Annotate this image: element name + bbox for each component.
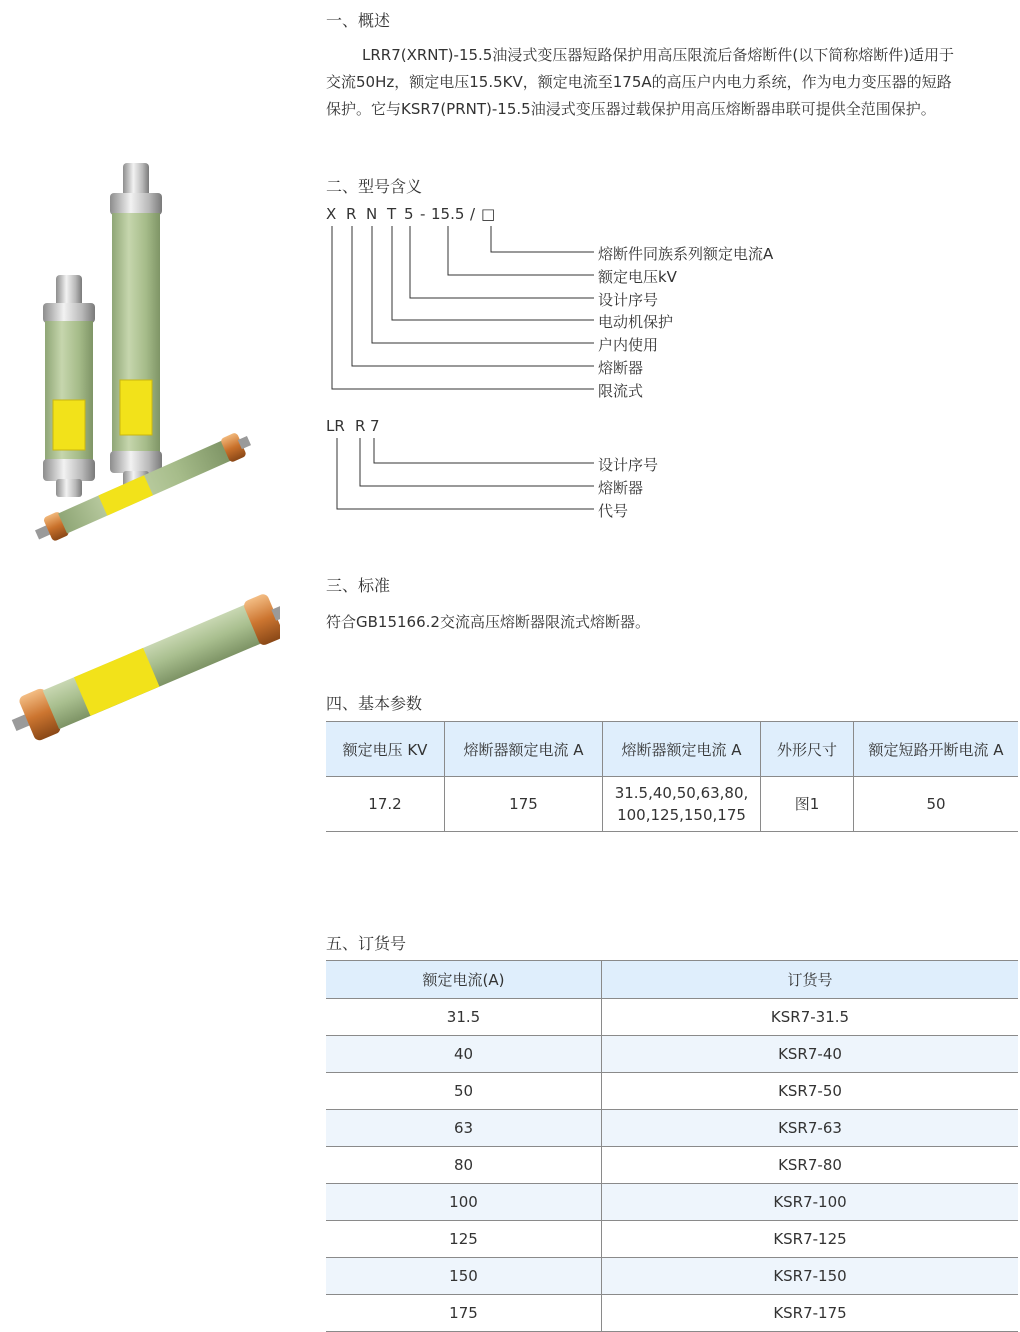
table-row bbox=[326, 999, 1018, 1036]
order-cell-current: 80 bbox=[326, 1147, 602, 1184]
model2-label-design-no: 设计序号 bbox=[598, 456, 659, 474]
params-cell-element-current-line1: 31.5,40,50,63,80, bbox=[614, 784, 749, 802]
standard-heading: 三、标准 bbox=[326, 576, 391, 595]
table-row bbox=[326, 1258, 1018, 1295]
model-label-rated-current: 熔断件同族系列额定电流A bbox=[598, 245, 774, 263]
order-cell-current: 125 bbox=[326, 1221, 602, 1258]
params-header-dimensions: 外形尺寸 bbox=[761, 722, 854, 777]
overview-line-3: 保护。它与KSR7(PRNT)-15.5油浸式变压器过载保护用高压熔断器串联可提供全范围保护。 bbox=[326, 100, 936, 118]
params-data-row bbox=[326, 777, 1018, 832]
model-letter-x: X bbox=[326, 205, 337, 223]
model2-label-code: 代号 bbox=[598, 502, 629, 520]
overview-line-2: 交流50Hz，额定电压15.5KV，额定电流至175A的高压户内电力系统，作为电力变压器的短路 bbox=[326, 73, 952, 91]
fuse-product-group-image bbox=[28, 155, 278, 555]
order-cell-current: 175 bbox=[326, 1295, 602, 1332]
params-header-breaking-current: 额定短路开断电流 A bbox=[854, 722, 1019, 777]
model-letter-voltage: 15.5 bbox=[431, 205, 465, 223]
standard-text: 符合GB15166.2交流高压熔断器限流式熔断器。 bbox=[326, 613, 650, 631]
model-letter-r: R bbox=[346, 205, 357, 223]
table-row bbox=[326, 1036, 1018, 1073]
params-header-row bbox=[326, 722, 1018, 777]
overview-heading: 一、概述 bbox=[326, 11, 391, 30]
order-cell-order-no: KSR7-150 bbox=[602, 1258, 1019, 1295]
order-cell-current: 63 bbox=[326, 1110, 602, 1147]
model2-letter-r: R bbox=[355, 417, 366, 435]
params-cell-element-current bbox=[603, 777, 761, 832]
order-cell-current: 150 bbox=[326, 1258, 602, 1295]
table-row bbox=[326, 1295, 1018, 1332]
order-cell-order-no: KSR7-31.5 bbox=[602, 999, 1019, 1036]
model-letter-slash: / bbox=[470, 205, 476, 223]
params-header-voltage: 额定电压 KV bbox=[326, 722, 445, 777]
params-cell-voltage: 17.2 bbox=[326, 777, 445, 832]
table-row bbox=[326, 1073, 1018, 1110]
model2-letter-lr: LR bbox=[326, 417, 345, 435]
model2-letter-7: 7 bbox=[370, 417, 380, 435]
model-label-current-limiting: 限流式 bbox=[598, 382, 644, 400]
model-label-indoor: 户内使用 bbox=[598, 336, 659, 354]
params-cell-element-current-line2: 100,125,150,175 bbox=[617, 806, 746, 824]
params-cell-breaking-current: 50 bbox=[854, 777, 1019, 832]
model2-label-fuse: 熔断器 bbox=[598, 479, 644, 497]
params-table bbox=[326, 721, 1018, 832]
order-heading: 五、订货号 bbox=[326, 934, 407, 953]
order-cell-current: 100 bbox=[326, 1184, 602, 1221]
params-cell-fuse-current: 175 bbox=[445, 777, 603, 832]
order-table bbox=[326, 960, 1018, 1332]
model-letter-t: T bbox=[387, 205, 397, 223]
fuse-product-single-image bbox=[5, 575, 280, 760]
tall-fuse-icon bbox=[110, 163, 162, 491]
order-cell-current: 40 bbox=[326, 1036, 602, 1073]
order-header-order-no: 订货号 bbox=[602, 961, 1019, 999]
model-label-fuse: 熔断器 bbox=[598, 359, 644, 377]
params-cell-dimensions: 图1 bbox=[761, 777, 854, 832]
model-letter-box: □ bbox=[481, 205, 496, 223]
order-cell-order-no: KSR7-175 bbox=[602, 1295, 1019, 1332]
order-cell-order-no: KSR7-125 bbox=[602, 1221, 1019, 1258]
model-letter-5: 5 bbox=[404, 205, 414, 223]
params-header-element-current: 熔断器额定电流 A bbox=[603, 722, 761, 777]
params-heading: 四、基本参数 bbox=[326, 694, 423, 713]
model-letter-dash: - bbox=[420, 205, 426, 223]
table-row bbox=[326, 1221, 1018, 1258]
model-heading: 二、型号含义 bbox=[326, 177, 423, 196]
order-cell-current: 31.5 bbox=[326, 999, 602, 1036]
order-header-row bbox=[326, 961, 1018, 999]
order-cell-order-no: KSR7-50 bbox=[602, 1073, 1019, 1110]
params-header-fuse-current: 熔断器额定电流 A bbox=[445, 722, 603, 777]
order-cell-order-no: KSR7-80 bbox=[602, 1147, 1019, 1184]
order-header-current: 额定电流(A) bbox=[326, 961, 602, 999]
order-cell-order-no: KSR7-100 bbox=[602, 1184, 1019, 1221]
model-label-rated-voltage: 额定电压kV bbox=[598, 268, 677, 286]
table-row bbox=[326, 1147, 1018, 1184]
short-fuse-icon bbox=[43, 275, 95, 497]
model-label-design-no: 设计序号 bbox=[598, 291, 659, 309]
overview-line-1: LRR7(XRNT)-15.5油浸式变压器短路保护用高压限流后备熔断件(以下简称熔断件)适用于 bbox=[362, 46, 955, 64]
order-cell-current: 50 bbox=[326, 1073, 602, 1110]
table-row bbox=[326, 1110, 1018, 1147]
order-cell-order-no: KSR7-63 bbox=[602, 1110, 1019, 1147]
order-cell-order-no: KSR7-40 bbox=[602, 1036, 1019, 1073]
model-label-motor-protection: 电动机保护 bbox=[598, 313, 674, 331]
table-row bbox=[326, 1184, 1018, 1221]
model-letter-n: N bbox=[366, 205, 378, 223]
